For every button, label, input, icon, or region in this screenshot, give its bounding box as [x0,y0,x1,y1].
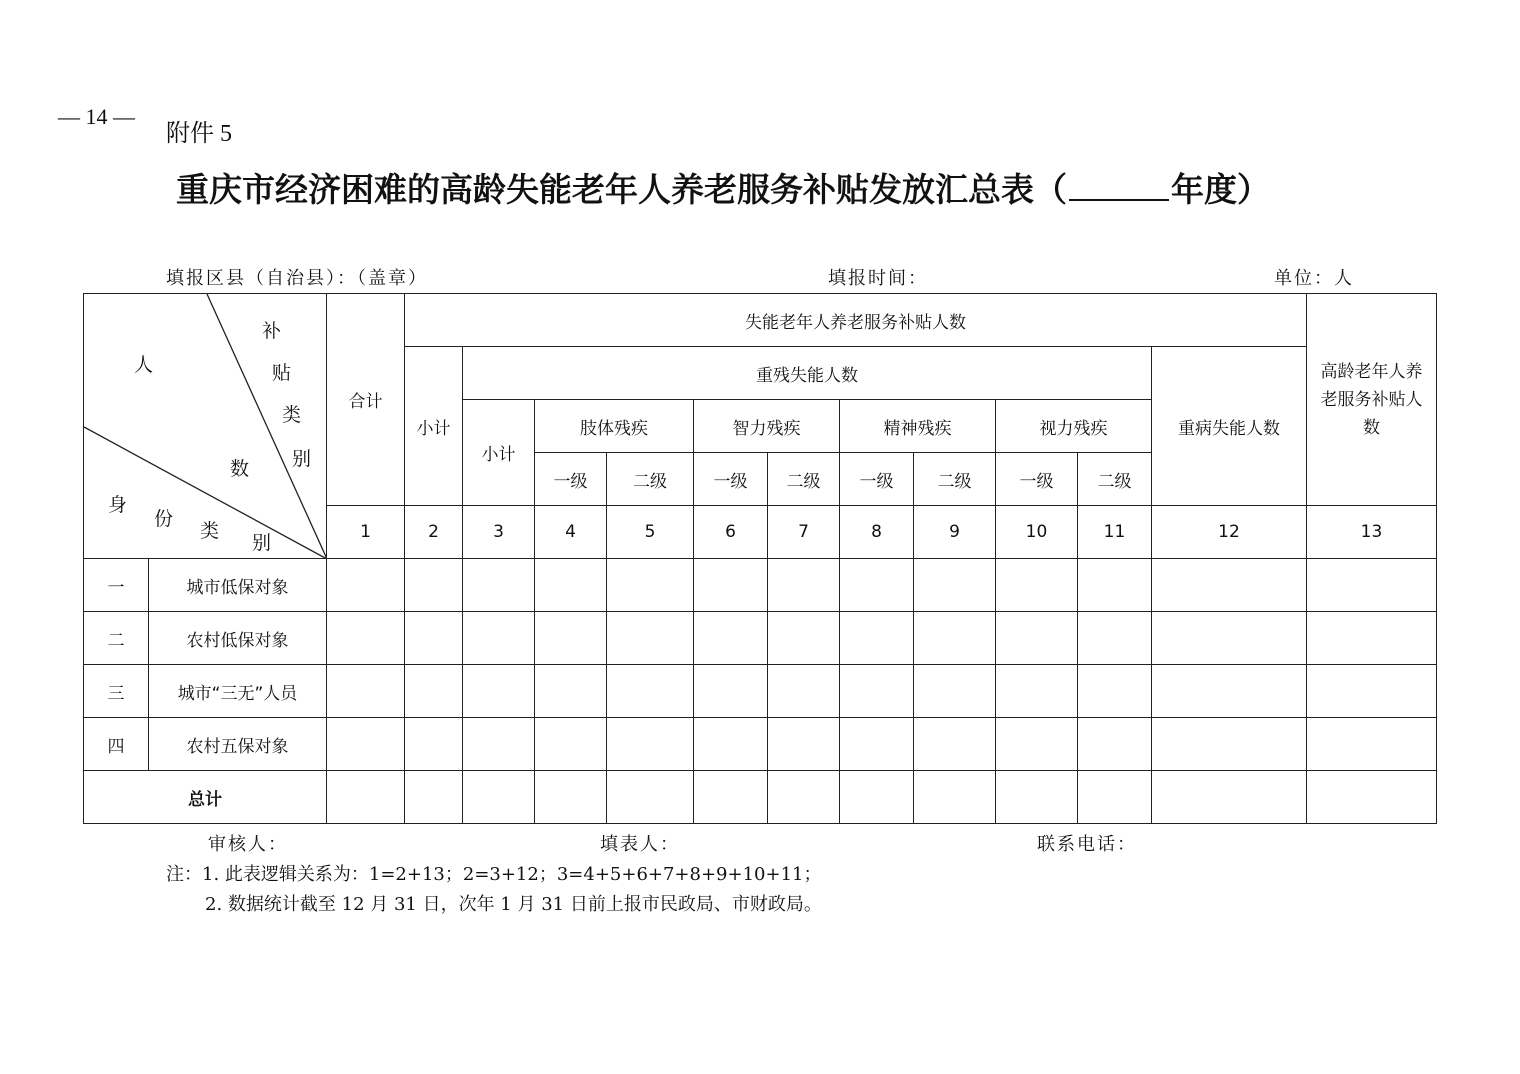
header-grade-2: 二级 [914,453,996,506]
row-index: 三 [84,665,149,718]
data-cell[interactable] [1152,665,1307,718]
column-number: 2 [405,506,463,559]
title-suffix: 年度） [1171,170,1270,209]
header-grade-2: 二级 [1078,453,1152,506]
column-number: 5 [607,506,694,559]
data-cell[interactable] [607,771,694,824]
diag-identity-3: 类 [200,520,220,542]
diag-identity-4: 别 [252,532,272,554]
data-cell[interactable] [463,559,535,612]
data-cell[interactable] [694,665,768,718]
data-cell[interactable] [694,612,768,665]
data-cell[interactable] [327,718,405,771]
column-number: 6 [694,506,768,559]
data-cell[interactable] [1078,718,1152,771]
total-row [84,771,1437,824]
data-cell[interactable] [996,612,1078,665]
data-cell[interactable] [535,718,607,771]
data-cell[interactable] [694,771,768,824]
column-number: 3 [463,506,535,559]
data-cell[interactable] [840,612,914,665]
header-grade-2: 二级 [607,453,694,506]
data-cell[interactable] [996,559,1078,612]
meta-region: 填报区县（自治县）：（盖章） [166,268,428,289]
header-grade-1: 一级 [535,453,607,506]
column-number: 1 [327,506,405,559]
data-cell[interactable] [1307,559,1437,612]
column-number: 8 [840,506,914,559]
row-index: 一 [84,559,149,612]
table-row [84,718,1437,771]
data-cell[interactable] [327,559,405,612]
data-cell[interactable] [1152,771,1307,824]
data-cell[interactable] [607,612,694,665]
diag-count: 数 [230,458,250,480]
header-grade-1: 一级 [694,453,768,506]
data-cell[interactable] [1078,665,1152,718]
header-grade-1: 一级 [996,453,1078,506]
data-cell[interactable] [694,718,768,771]
data-cell[interactable] [1307,718,1437,771]
footer-reviewer: 审核人： [208,834,288,855]
data-cell[interactable] [840,718,914,771]
diag-people: 人 [134,354,154,376]
data-cell[interactable] [463,612,535,665]
meta-unit: 单位：人 [1274,268,1354,289]
diag-identity-2: 份 [154,508,174,530]
data-cell[interactable] [1152,718,1307,771]
page-number: — 14 — [58,104,135,129]
diag-subsidy-3: 类 [282,404,302,426]
header-subtotal-2: 小计 [463,400,535,506]
meta-time: 填报时间： [828,268,928,289]
data-cell[interactable] [327,665,405,718]
data-cell[interactable] [405,665,463,718]
footer-phone: 联系电话： [1037,834,1137,855]
table-row [84,665,1437,718]
document-title [176,164,1270,211]
row-label: 农村低保对象 [149,612,327,665]
data-cell[interactable] [996,718,1078,771]
diag-subsidy-2: 贴 [272,362,292,384]
title-prefix: 重庆市经济困难的高龄失能老年人养老服务补贴发放汇总表（ [176,170,1067,209]
data-cell[interactable] [1307,771,1437,824]
data-cell[interactable] [914,559,996,612]
column-number: 4 [535,506,607,559]
data-cell[interactable] [1152,612,1307,665]
data-cell[interactable] [914,665,996,718]
header-limb: 肢体残疾 [535,400,694,453]
data-cell[interactable] [535,612,607,665]
diagonal-header-cell [84,294,327,559]
data-cell[interactable] [840,559,914,612]
data-cell[interactable] [327,771,405,824]
column-number: 9 [914,506,996,559]
column-number: 12 [1152,506,1307,559]
data-cell[interactable] [768,559,840,612]
header-severe-disability: 重残失能人数 [463,347,1152,400]
data-cell[interactable] [463,665,535,718]
row-index: 四 [84,718,149,771]
header-grade-2: 二级 [768,453,840,506]
header-intellect: 智力残疾 [694,400,840,453]
data-cell[interactable] [1078,771,1152,824]
data-cell[interactable] [607,665,694,718]
row-label: 城市低保对象 [149,559,327,612]
column-number: 10 [996,506,1078,559]
data-cell[interactable] [535,665,607,718]
data-cell[interactable] [607,559,694,612]
header-vision: 视力残疾 [996,400,1152,453]
diag-identity-1: 身 [108,494,128,516]
data-cell[interactable] [840,665,914,718]
attachment-label: 附件 5 [166,121,232,147]
data-cell[interactable] [535,559,607,612]
header-group-main: 失能老年人养老服务补贴人数 [405,294,1307,347]
data-cell[interactable] [535,771,607,824]
data-cell[interactable] [996,665,1078,718]
data-cell[interactable] [914,718,996,771]
data-cell[interactable] [914,612,996,665]
data-cell[interactable] [768,771,840,824]
header-total: 合计 [327,294,405,506]
data-cell[interactable] [768,612,840,665]
data-cell[interactable] [405,559,463,612]
table-row [84,612,1437,665]
data-cell[interactable] [463,718,535,771]
year-blank [1069,171,1169,201]
total-row-label: 总计 [84,771,327,824]
header-mental: 精神残疾 [840,400,996,453]
header-elderly-subsidy: 高龄老年人养老服务补贴人数 [1307,294,1437,506]
data-cell[interactable] [1152,559,1307,612]
data-cell[interactable] [327,612,405,665]
data-cell[interactable] [405,771,463,824]
data-cell[interactable] [405,718,463,771]
header-serious-illness: 重病失能人数 [1152,347,1307,506]
data-cell[interactable] [1307,612,1437,665]
row-label: 农村五保对象 [149,718,327,771]
data-cell[interactable] [768,718,840,771]
row-index: 二 [84,612,149,665]
data-cell[interactable] [768,665,840,718]
data-cell[interactable] [1078,559,1152,612]
data-cell[interactable] [1078,612,1152,665]
note-2: 2. 数据统计截至 12 月 31 日，次年 1 月 31 日前上报市民政局、市财政局。 [205,894,822,915]
note-1: 注：1. 此表逻辑关系为：1=2+13；2=3+12；3=4+5+6+7+8+9+10+11； [166,864,822,885]
column-number: 13 [1307,506,1437,559]
diag-subsidy-4: 别 [292,448,312,470]
data-cell[interactable] [914,771,996,824]
header-subtotal: 小计 [405,347,463,506]
data-cell[interactable] [405,612,463,665]
data-cell[interactable] [607,718,694,771]
summary-table [83,293,1437,824]
header-grade-1: 一级 [840,453,914,506]
data-cell[interactable] [694,559,768,612]
data-cell[interactable] [1307,665,1437,718]
column-number: 7 [768,506,840,559]
footer-filler: 填表人： [600,834,680,855]
row-label: 城市“三无”人员 [149,665,327,718]
data-cell[interactable] [463,771,535,824]
diag-subsidy-1: 补 [262,320,282,342]
data-cell[interactable] [996,771,1078,824]
data-cell[interactable] [840,771,914,824]
table-row [84,559,1437,612]
column-number: 11 [1078,506,1152,559]
